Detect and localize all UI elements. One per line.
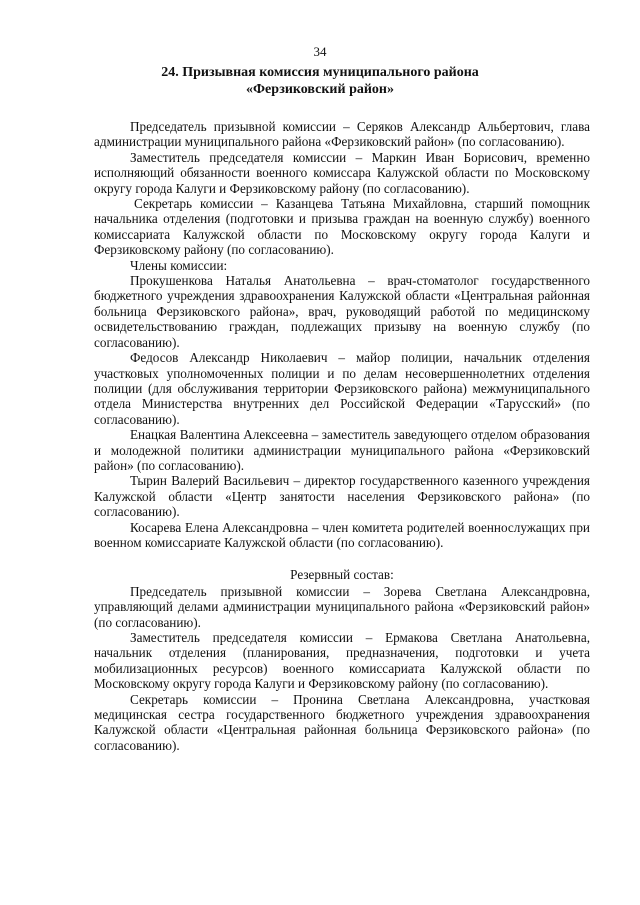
chairman-paragraph: Председатель призывной комиссии – Серяков Александр Альбертович, глава администрации муниципального района «Ферзиковский район» (по согласованию). — [94, 119, 590, 150]
page-number: 34 — [313, 44, 327, 59]
member-paragraph-2: Федосов Александр Николаевич – майор полиции, начальник отделения участковых уполномоченных полиции и по делам несовершеннолетних отделения полиции (для обслуживания территории Ферзиковского района) межмуниципального отдела Министерства внутренних дел Российской Федерации «Тарусский» (по согласованию). — [94, 350, 590, 427]
reserve-heading: Резервный состав: — [290, 567, 394, 583]
reserve-secretary-paragraph: Секретарь комиссии – Пронина Светлана Александровна, участковая медицинская сестра государственного бюджетного учреждения здравоохранения Калужской области «Центральная районная больница Ферзиковского района» (по согласованию). — [94, 691, 590, 753]
document-body — [94, 119, 590, 753]
section-title — [0, 64, 640, 98]
secretary-paragraph: Секретарь комиссии – Казанцева Татьяна Михайловна, старший помощник начальника отделения (подготовки и призыва граждан на военную службу) военного комиссариата Калужской области по Московскому округу города Калуги и Ферзиковскому району (по согласованию). — [94, 196, 590, 258]
member-paragraph-3: Енацкая Валентина Алексеевна – заместитель заведующего отделом образования и молодежной политики администрации муниципального района «Ферзиковский район» (по согласованию). — [94, 427, 590, 473]
deputy-paragraph: Заместитель председателя комиссии – Маркин Иван Борисович, временно исполняющий обязанности военного комиссара Калужской области по Московскому округу города Калуги и Ферзиковскому району (по согласованию). — [94, 149, 590, 196]
section-title-line-1: 24. Призывная комиссия муниципального района — [161, 65, 479, 80]
reserve-chairman-paragraph: Председатель призывной комиссии – Зорева Светлана Александровна, управляющий делами администрации муниципального района «Ферзиковский район» (по согласованию). — [94, 583, 590, 630]
section-title-line-2: «Ферзиковский район» — [246, 82, 394, 97]
member-paragraph-5: Косарева Елена Александровна – член комитета родителей военнослужащих при военном комиссариате Калужской области (по согласованию). — [94, 519, 590, 550]
members-heading: Члены комиссии: — [130, 257, 228, 273]
member-paragraph-4: Тырин Валерий Васильевич – директор государственного казенного учреждения Калужской области «Центр занятости населения Ферзиковского района» (по согласованию). — [94, 473, 590, 520]
reserve-deputy-paragraph: Заместитель председателя комиссии – Ермакова Светлана Анатольевна, начальник отделения (планирования, предназначения, подготовки и учета мобилизационных ресурсов) военного комиссариата Калужской области по Московскому округу города Калуги и Ферзиковскому району (по согласованию). — [94, 630, 590, 692]
member-paragraph-1: Прокушенкова Наталья Анатольевна – врач-стоматолог государственного бюджетного учреждения здравоохранения Калужской области «Центральная районная больница Ферзиковского района», врач, руководящий работой по медицинскому освидетельствованию граждан, подлежащих призыву на военную службу (по согласованию). — [94, 273, 590, 350]
